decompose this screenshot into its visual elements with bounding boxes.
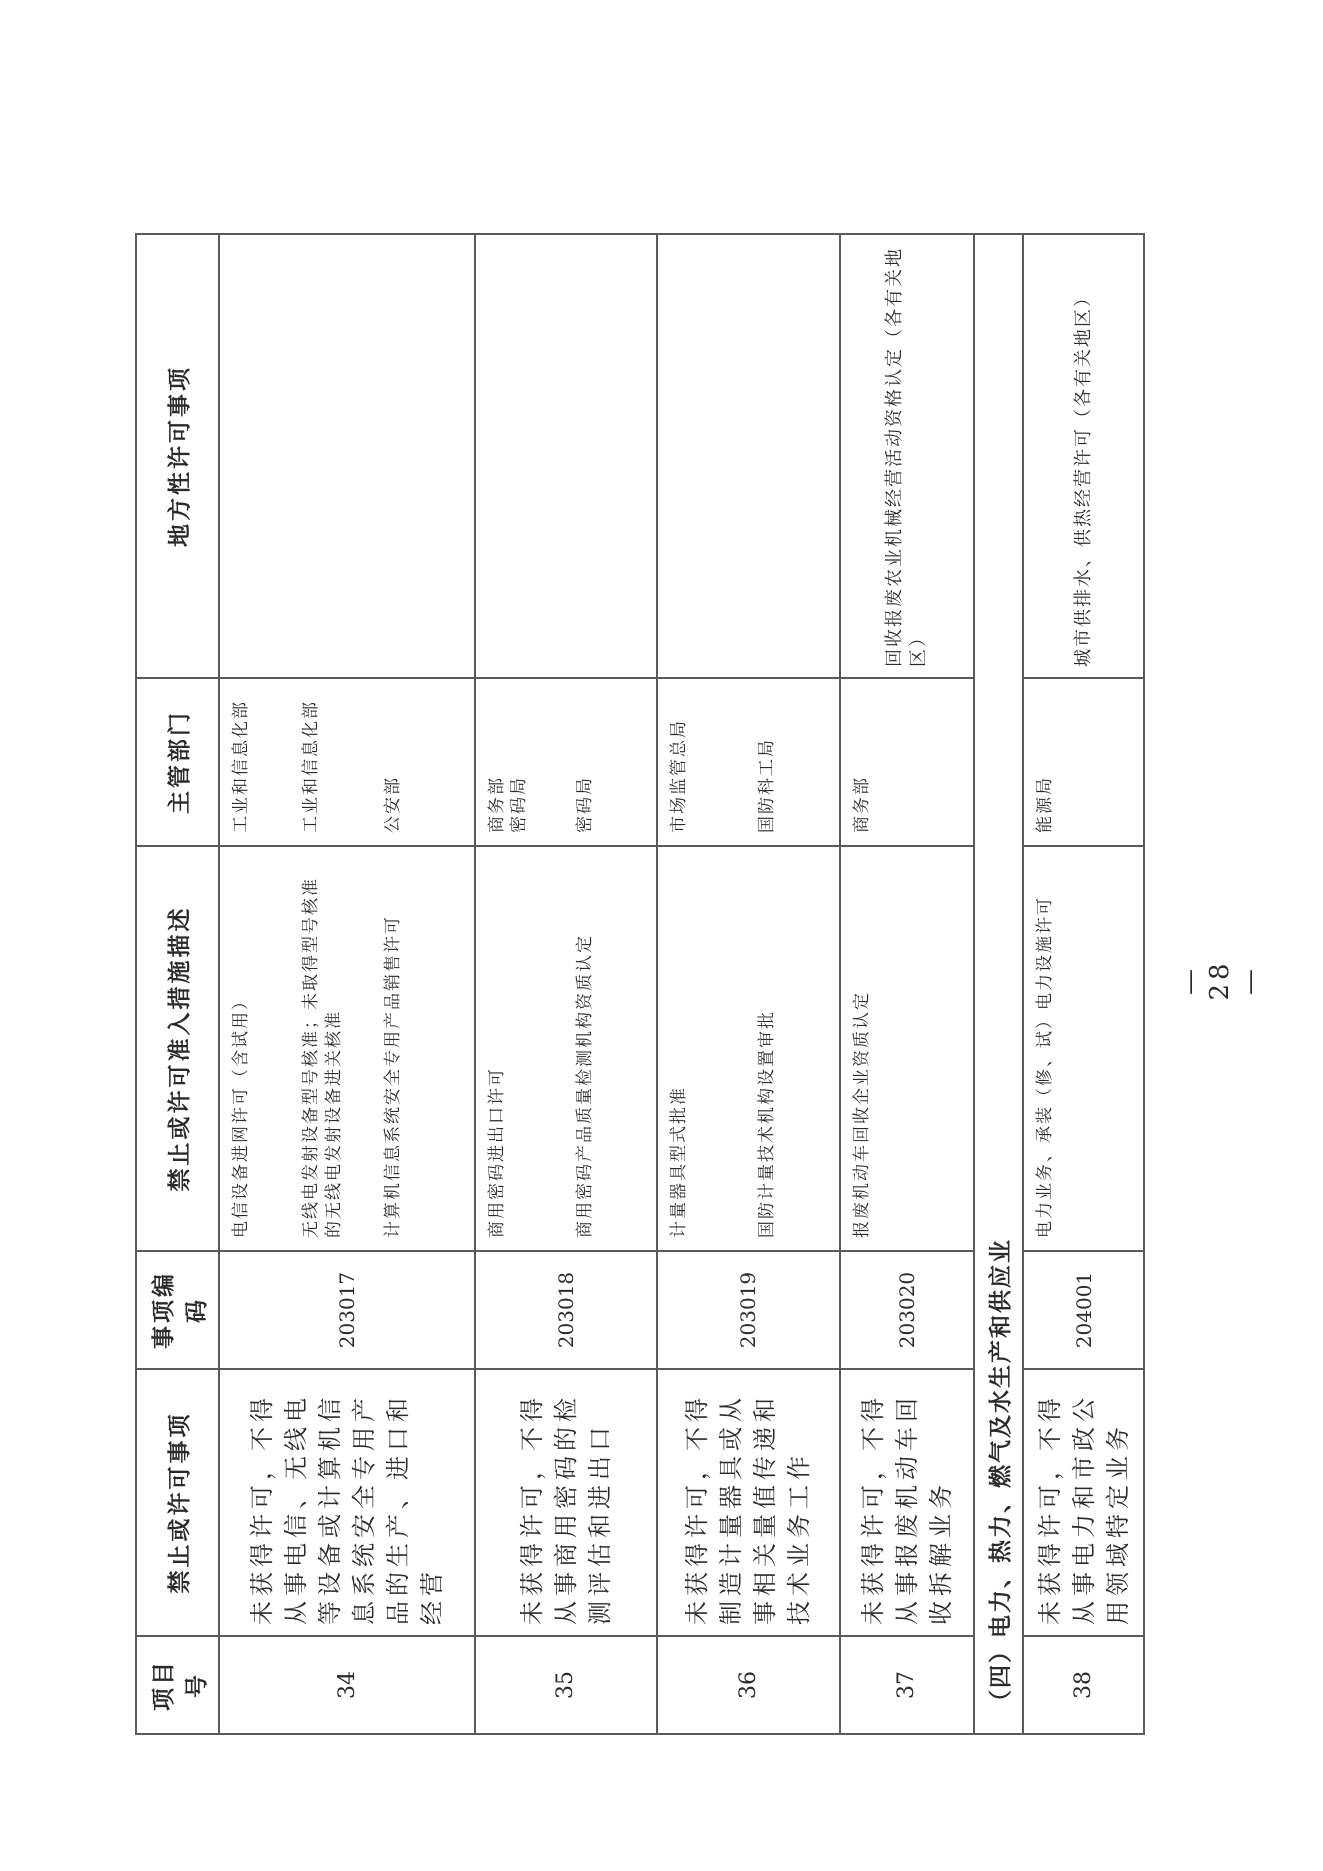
- local-permit: [657, 234, 839, 678]
- header-department: 主管部门: [136, 678, 219, 846]
- table-row: [475, 234, 657, 1734]
- table-row: [840, 234, 974, 1734]
- measure-description: 报废机动车回收企业资质认定: [851, 991, 872, 1238]
- measure-description: 电力业务、承装（修、试）电力设施许可: [1035, 896, 1056, 1238]
- table-row: [1023, 234, 1144, 1734]
- department-cell: [840, 678, 974, 846]
- item-code: 203018: [475, 1251, 657, 1369]
- section-row: [974, 234, 1023, 1734]
- table-header-row: [136, 234, 219, 1734]
- table-row: [657, 234, 839, 1734]
- page-number: — 28 —: [1175, 959, 1265, 1001]
- permit-item: 未获得许可，不得从事电力和市政公用领域特定业务: [1023, 1369, 1144, 1636]
- item-code: 203017: [219, 1251, 474, 1369]
- permit-item: 未获得许可，不得从事商用密码的检测评估和进出口: [475, 1369, 657, 1636]
- measure-description-cell: [475, 846, 657, 1251]
- header-code: 事项编码: [136, 1251, 219, 1369]
- measure-description: 电信设备进网许可（含试用）: [231, 991, 252, 1238]
- header-project-no: 项目号: [136, 1636, 219, 1734]
- local-permit: 城市供排水、供热经营许可（各有关地区）: [1023, 234, 1144, 678]
- measure-description: 计量器具型式批准: [669, 1086, 690, 1238]
- header-measure-desc: 禁止或许可准入措施描述: [136, 846, 219, 1251]
- measure-description-cell: [219, 846, 474, 1251]
- local-permit: [219, 234, 474, 678]
- item-code: 203020: [840, 1251, 974, 1369]
- project-number: 37: [840, 1636, 974, 1734]
- measure-description-cell: [1023, 846, 1144, 1251]
- permit-item: 未获得许可，不得从事报废机动车回收拆解业务: [840, 1369, 974, 1636]
- measure-description-cell: [840, 846, 974, 1251]
- department-cell: [1023, 678, 1144, 846]
- department: 商务部 密码局: [486, 776, 529, 833]
- measure-description-cell: [657, 846, 839, 1251]
- department: 密码局: [574, 776, 595, 833]
- permit-item: 未获得许可，不得从事电信、无线电等设备或计算机信息系统安全专用产品的生产、进口和经营: [219, 1369, 474, 1636]
- header-item: 禁止或许可事项: [136, 1369, 219, 1636]
- permit-table: [135, 233, 1145, 1735]
- department: 工业和信息化部: [301, 700, 322, 833]
- measure-description: 计算机信息系统安全专用产品销售许可: [383, 915, 404, 1238]
- item-code: 203019: [657, 1251, 839, 1369]
- department: 公安部: [383, 776, 404, 833]
- project-number: 36: [657, 1636, 839, 1734]
- measure-description: 无线电发射设备型号核准；未取得型号核准的无线电发射设备进关核准: [301, 877, 345, 1238]
- permit-item: 未获得许可，不得制造计量器具或从事相关量值传递和技术业务工作: [657, 1369, 839, 1636]
- department-cell: [657, 678, 839, 846]
- item-code: 204001: [1023, 1251, 1144, 1369]
- section-title: （四）电力、热力、燃气及水生产和供应业: [974, 234, 1023, 1734]
- project-number: 34: [219, 1636, 474, 1734]
- measure-description: 商用密码进出口许可: [486, 1067, 507, 1238]
- measure-description: 商用密码产品质量检测机构资质认定: [574, 934, 595, 1238]
- department-cell: [219, 678, 474, 846]
- header-local-permit: 地方性许可事项: [136, 234, 219, 678]
- project-number: 38: [1023, 1636, 1144, 1734]
- local-permit: [475, 234, 657, 678]
- department: 国防科工局: [757, 738, 778, 833]
- project-number: 35: [475, 1636, 657, 1734]
- local-permit: 回收报废农业机械经营活动资格认定（各有关地区）: [840, 234, 974, 678]
- department: 市场监管总局: [669, 719, 690, 833]
- rotated-table-sheet: [135, 235, 1145, 1735]
- department: 工业和信息化部: [231, 700, 252, 833]
- department-cell: [475, 678, 657, 846]
- measure-description: 国防计量技术机构设置审批: [757, 1010, 778, 1238]
- department: 能源局: [1035, 776, 1056, 833]
- department: 商务部: [851, 776, 872, 833]
- table-row: [219, 234, 474, 1734]
